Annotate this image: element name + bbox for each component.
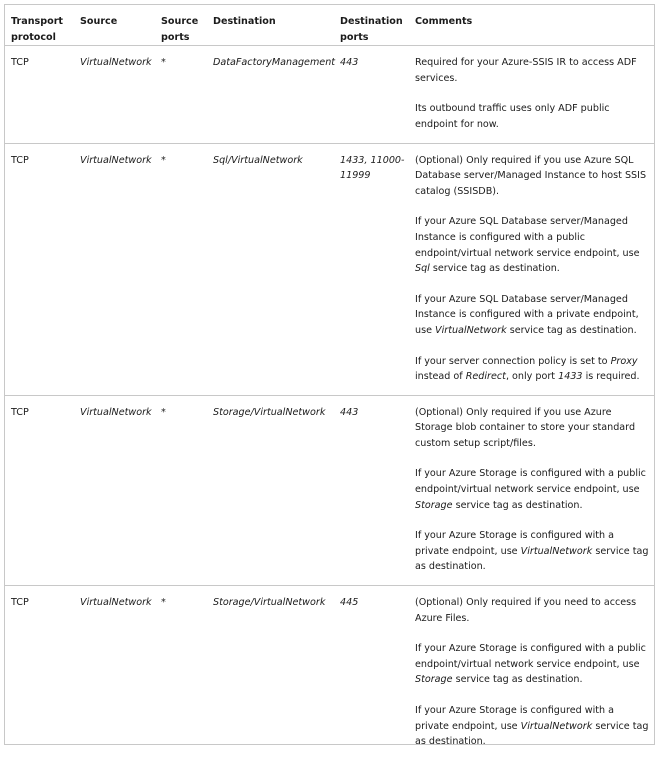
cell-comments (409, 586, 654, 760)
table-row (5, 46, 654, 143)
comment-text: , only port (505, 371, 559, 383)
comment-paragraph (415, 466, 650, 513)
comment-text: service tag as destination. (506, 324, 637, 336)
header-destination-ports: Destination ports (340, 16, 403, 43)
cell-source: VirtualNetwork (74, 586, 155, 760)
cell-destination-ports: 445 (334, 586, 409, 760)
comment-text: If your Azure SQL Database server/Managed Instance is configured with a public endpoint/virtual network service endpoint, use (415, 216, 640, 259)
cell-comments (409, 46, 654, 143)
cell-destination-ports: 443 (334, 46, 409, 143)
cell-source-ports: * (155, 143, 207, 395)
cell-destination: DataFactoryManagement (207, 46, 334, 143)
table-row (5, 586, 654, 760)
header-row (5, 5, 654, 46)
comment-paragraph (415, 703, 650, 750)
cell-destination: Storage/VirtualNetwork (207, 395, 334, 585)
comment-paragraph (415, 214, 650, 276)
comment-paragraph (415, 101, 650, 132)
header-source: Source (80, 16, 118, 27)
comment-text: service tag as destination. (452, 674, 583, 686)
cell-source: VirtualNetwork (74, 143, 155, 395)
comment-paragraph (415, 153, 650, 200)
comment-italic-text: Sql (415, 263, 430, 275)
comment-paragraph (415, 595, 650, 626)
comment-text: service tag as destination. (452, 499, 583, 511)
cell-source-ports: * (155, 395, 207, 585)
cell-source: VirtualNetwork (74, 395, 155, 585)
comment-text: If your server connection policy is set to (415, 355, 611, 367)
comment-paragraph (415, 405, 650, 452)
comment-text: is required. (582, 371, 640, 383)
cell-source: VirtualNetwork (74, 46, 155, 143)
comment-text: If your Azure Storage is configured with a private endpoint, use (415, 705, 615, 732)
cell-destination-ports: 1433, 11000-11999 (334, 143, 409, 395)
comment-italic-text: VirtualNetwork (520, 545, 593, 557)
cell-protocol: TCP (5, 143, 74, 395)
comment-text: Required for your Azure-SSIS IR to access ADF services. (415, 57, 637, 84)
comment-text: If your Azure SQL Database server/Managed Instance is configured with a private endpoint, use (415, 293, 639, 336)
comment-paragraph (415, 354, 650, 385)
comment-italic-text: Proxy (610, 355, 638, 367)
comment-text: (Optional) Only required if you use Azure SQL Database server/Managed Instance to host SSIS catalog (SSISDB). (415, 154, 647, 197)
cell-source-ports: * (155, 586, 207, 760)
comment-text: If your Azure Storage is configured with a public endpoint/virtual network service endpoint, use (415, 468, 646, 496)
comment-text: service tag as destination. (429, 263, 560, 275)
comment-italic-text: Redirect (465, 371, 506, 383)
cell-destination: Sql/VirtualNetwork (207, 143, 334, 395)
comment-italic-text: VirtualNetwork (520, 720, 593, 732)
comment-text: Its outbound traffic uses only ADF public endpoint for now. (415, 103, 610, 130)
header-comments: Comments (415, 16, 473, 27)
cell-destination-ports: 443 (334, 395, 409, 585)
cell-protocol: TCP (5, 46, 74, 143)
cell-source-ports: * (155, 46, 207, 143)
comment-paragraph (415, 55, 650, 86)
comment-italic-text: 1433 (558, 371, 583, 383)
header-protocol: Transport protocol (11, 16, 64, 43)
comment-paragraph (415, 528, 650, 575)
header-destination: Destination (213, 16, 276, 27)
comment-text: service tag as destination. (415, 720, 649, 748)
comment-paragraph (415, 641, 650, 688)
comment-text: If your Azure Storage is configured with a private endpoint, use (415, 530, 615, 557)
comment-italic-text: Storage (415, 499, 453, 511)
cell-destination: Storage/VirtualNetwork (207, 586, 334, 760)
comment-text: service tag as destination. (415, 545, 649, 573)
comment-italic-text: VirtualNetwork (435, 324, 507, 336)
comment-text: (Optional) Only required if you use Azure Storage blob container to store your standard custom setup script/files. (415, 406, 636, 449)
comment-text: (Optional) Only required if you need to access Azure Files. (415, 597, 637, 624)
comment-italic-text: Storage (415, 674, 453, 686)
table-row (5, 395, 654, 585)
cell-comments (409, 395, 654, 585)
cell-comments (409, 143, 654, 395)
cell-protocol: TCP (5, 395, 74, 585)
cell-protocol: TCP (5, 586, 74, 760)
outbound-rules-table (5, 5, 654, 760)
comment-paragraph (415, 292, 650, 339)
comment-text: If your Azure Storage is configured with a public endpoint/virtual network service endpoint, use (415, 643, 646, 670)
header-source-ports: Source ports (161, 16, 199, 43)
table-row (5, 143, 654, 395)
comment-text: instead of (415, 371, 466, 383)
